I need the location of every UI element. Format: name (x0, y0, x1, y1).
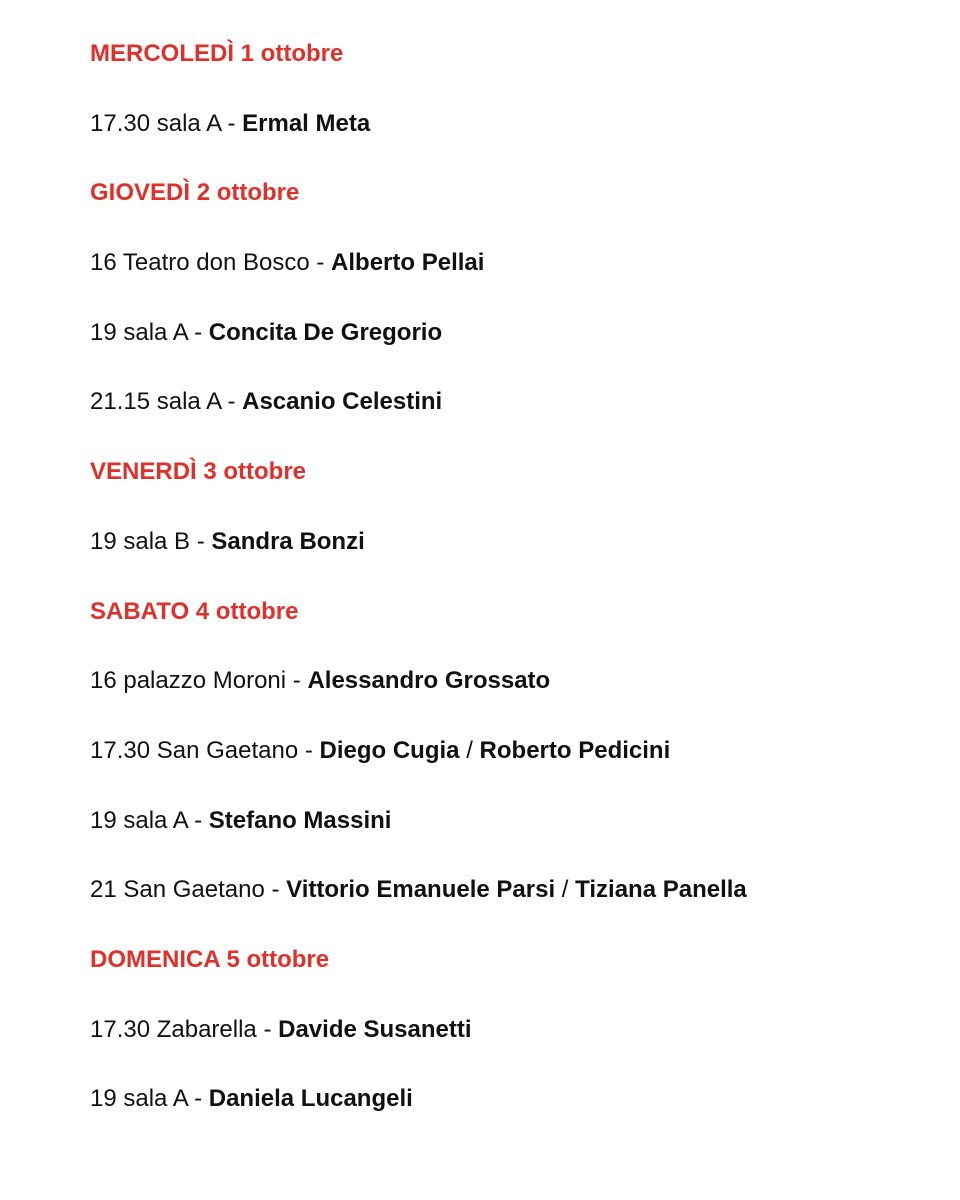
day-heading: DOMENICA 5 ottobre (90, 945, 330, 973)
event-schedule (90, 38, 930, 1153)
speaker-separator: / (561, 876, 569, 904)
event-time-place: 16 Teatro don Bosco - (90, 249, 325, 277)
event-item (90, 1083, 930, 1153)
event-speaker: Ermal Meta (242, 109, 371, 137)
event-item (90, 805, 930, 875)
event-speaker: Diego Cugia (319, 736, 460, 764)
event-speaker: Vittorio Emanuele Parsi (286, 876, 556, 904)
day-heading: SABATO 4 ottobre (90, 597, 299, 625)
event-speaker: Tiziana Panella (575, 876, 747, 904)
event-speaker: Daniela Lucangeli (208, 1085, 413, 1113)
event-speaker: Ascanio Celestini (242, 388, 443, 416)
event-item (90, 386, 930, 456)
event-item (90, 665, 930, 735)
event-time-place: 21 San Gaetano - (90, 876, 280, 904)
event-speaker: Concita De Gregorio (208, 318, 443, 346)
event-speaker: Sandra Bonzi (211, 527, 365, 555)
event-time-place: 17.30 sala A - (90, 109, 236, 137)
event-speaker: Alberto Pellai (331, 249, 485, 277)
event-time-place: 19 sala B - (90, 527, 205, 555)
day-heading: MERCOLEDÌ 1 ottobre (90, 40, 344, 67)
event-speaker: Alessandro Grossato (307, 667, 551, 695)
event-time-place: 17.30 San Gaetano - (90, 736, 313, 764)
event-item (90, 874, 930, 944)
event-speaker: Stefano Massini (208, 806, 392, 834)
event-time-place: 19 sala A - (90, 1085, 203, 1113)
speaker-separator: / (466, 736, 473, 764)
event-item (90, 1014, 930, 1084)
event-item (90, 735, 930, 805)
event-speaker: Davide Susanetti (278, 1015, 472, 1043)
event-speaker: Roberto Pedicini (479, 736, 671, 764)
event-time-place: 19 sala A - (90, 318, 203, 346)
event-item (90, 317, 930, 387)
event-time-place: 16 palazzo Moroni - (90, 667, 301, 695)
event-item (90, 526, 930, 596)
event-item (90, 247, 930, 317)
event-time-place: 19 sala A - (90, 806, 203, 834)
event-item (90, 108, 930, 178)
day-heading: VENERDÌ 3 ottobre (90, 458, 307, 486)
day-heading: GIOVEDÌ 2 ottobre (90, 179, 300, 207)
event-time-place: 17.30 Zabarella - (90, 1015, 272, 1043)
event-time-place: 21.15 sala A - (90, 388, 236, 416)
